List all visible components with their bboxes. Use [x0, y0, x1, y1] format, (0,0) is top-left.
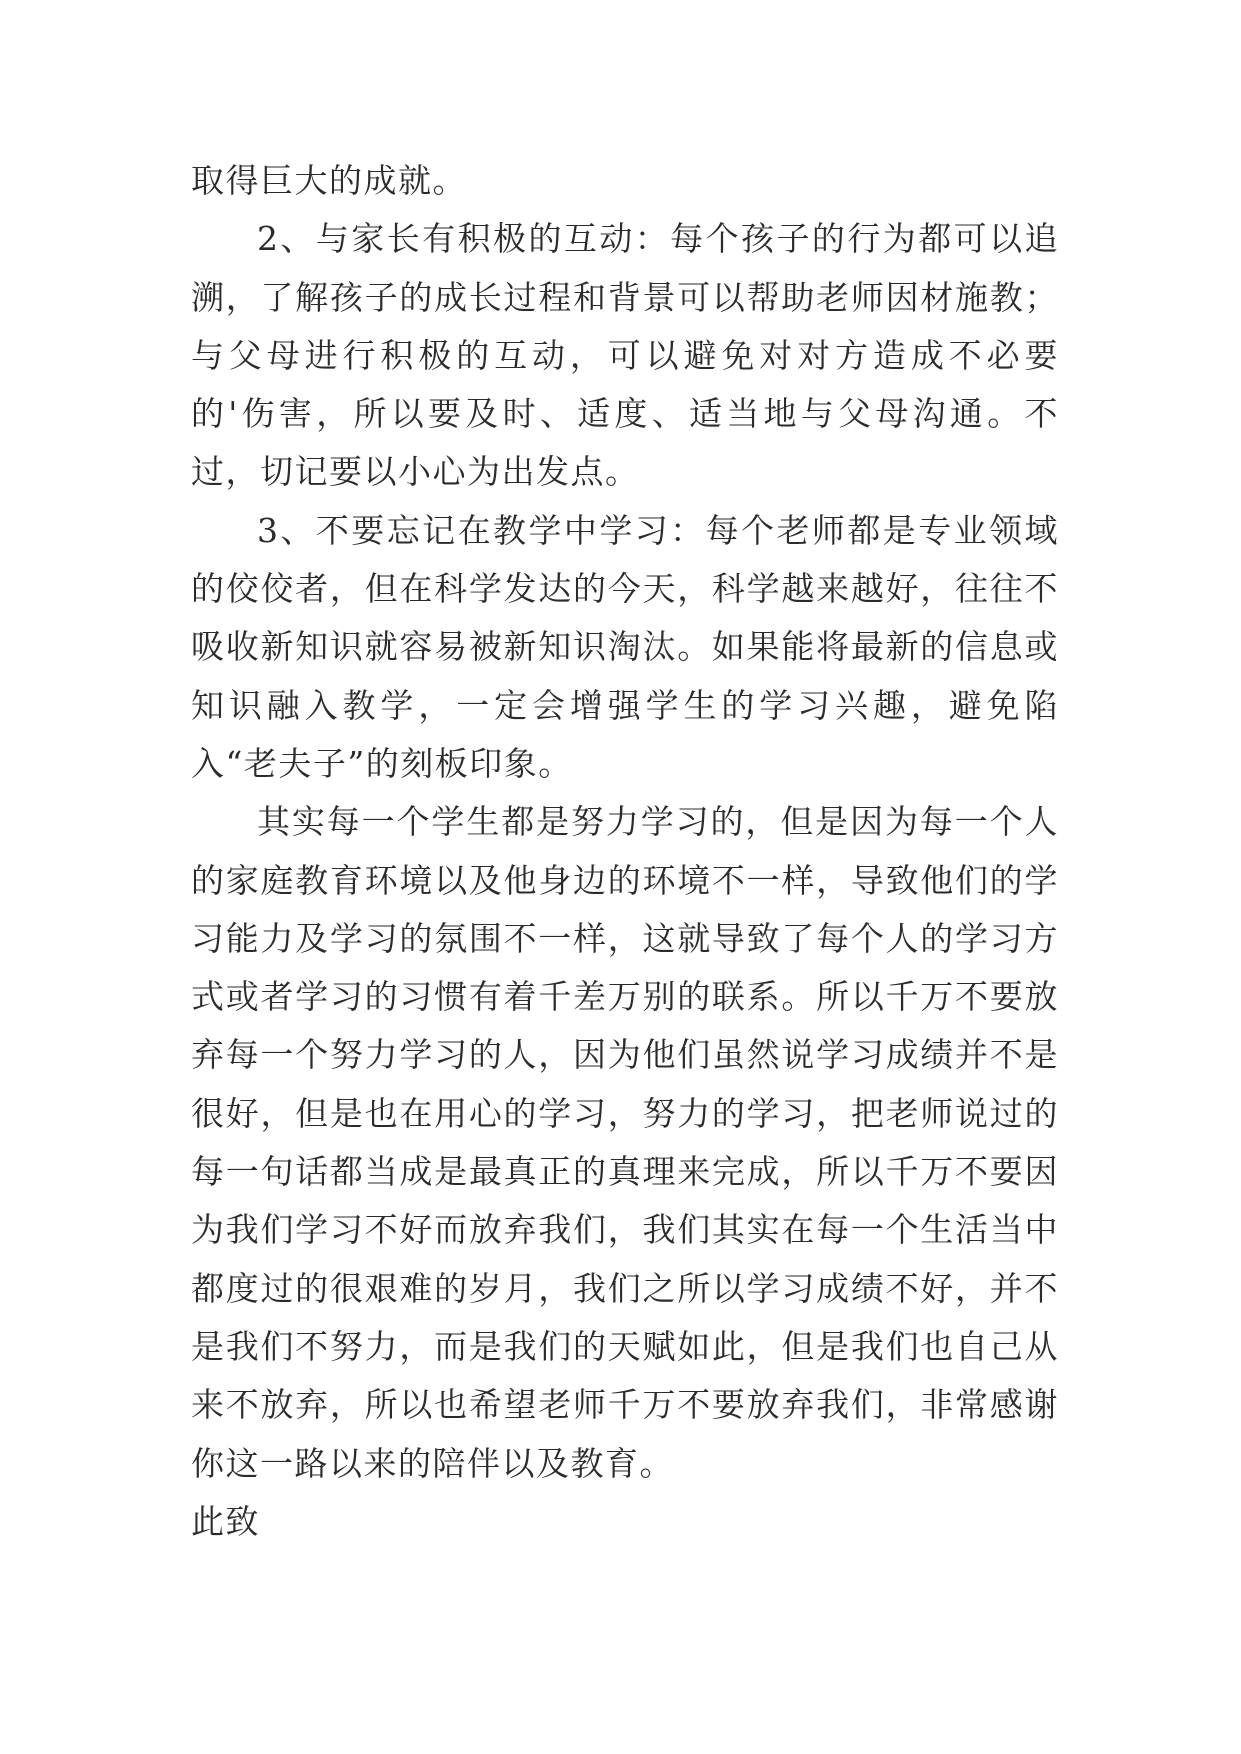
- paragraph-parent-interaction: 2、与家长有积极的互动：每个孩子的行为都可以追溯，了解孩子的成长过程和背景可以帮助老师因材施教；与父母进行积极的互动，可以避免对对方造成不必要的'伤害，所以要及时、适度、适当地与父母沟通。不过，切记要以小心为出发点。: [191, 219, 1059, 492]
- document-body: [191, 152, 1059, 1551]
- paragraph-every-student: 其实每一个学生都是努力学习的，但是因为每一个人的家庭教育环境以及他身边的环境不一样，导致他们的学习能力及学习的氛围不一样，这就导致了每个人的学习方式或者学习的习惯有着千差万别的联系。所以千万不要放弃每一个努力学习的人，因为他们虽然说学习成绩并不是很好，但是也在用心的学习，努力的学习，把老师说过的每一句话都当成是最真正的真理来完成，所以千万不要因为我们学习不好而放弃我们，我们其实在每一个生活当中都度过的很艰难的岁月，我们之所以学习成绩不好，并不是我们不努力，而是我们的天赋如此，但是我们也自己从来不放弃，所以也希望老师千万不要放弃我们，非常感谢你这一路以来的陪伴以及教育。: [191, 802, 1059, 1483]
- closing-salutation: 此致: [191, 1501, 260, 1541]
- paragraph-learn-while-teaching: 3、不要忘记在教学中学习：每个老师都是专业领域的佼佼者，但在科学发达的今天，科学越来越好，往往不吸收新知识就容易被新知识淘汰。如果能将最新的信息或知识融入教学，一定会增强学生的学习兴趣，避免陷入“老夫子”的刻板印象。: [191, 510, 1059, 783]
- paragraph-continuation: 取得巨大的成就。: [191, 161, 467, 200]
